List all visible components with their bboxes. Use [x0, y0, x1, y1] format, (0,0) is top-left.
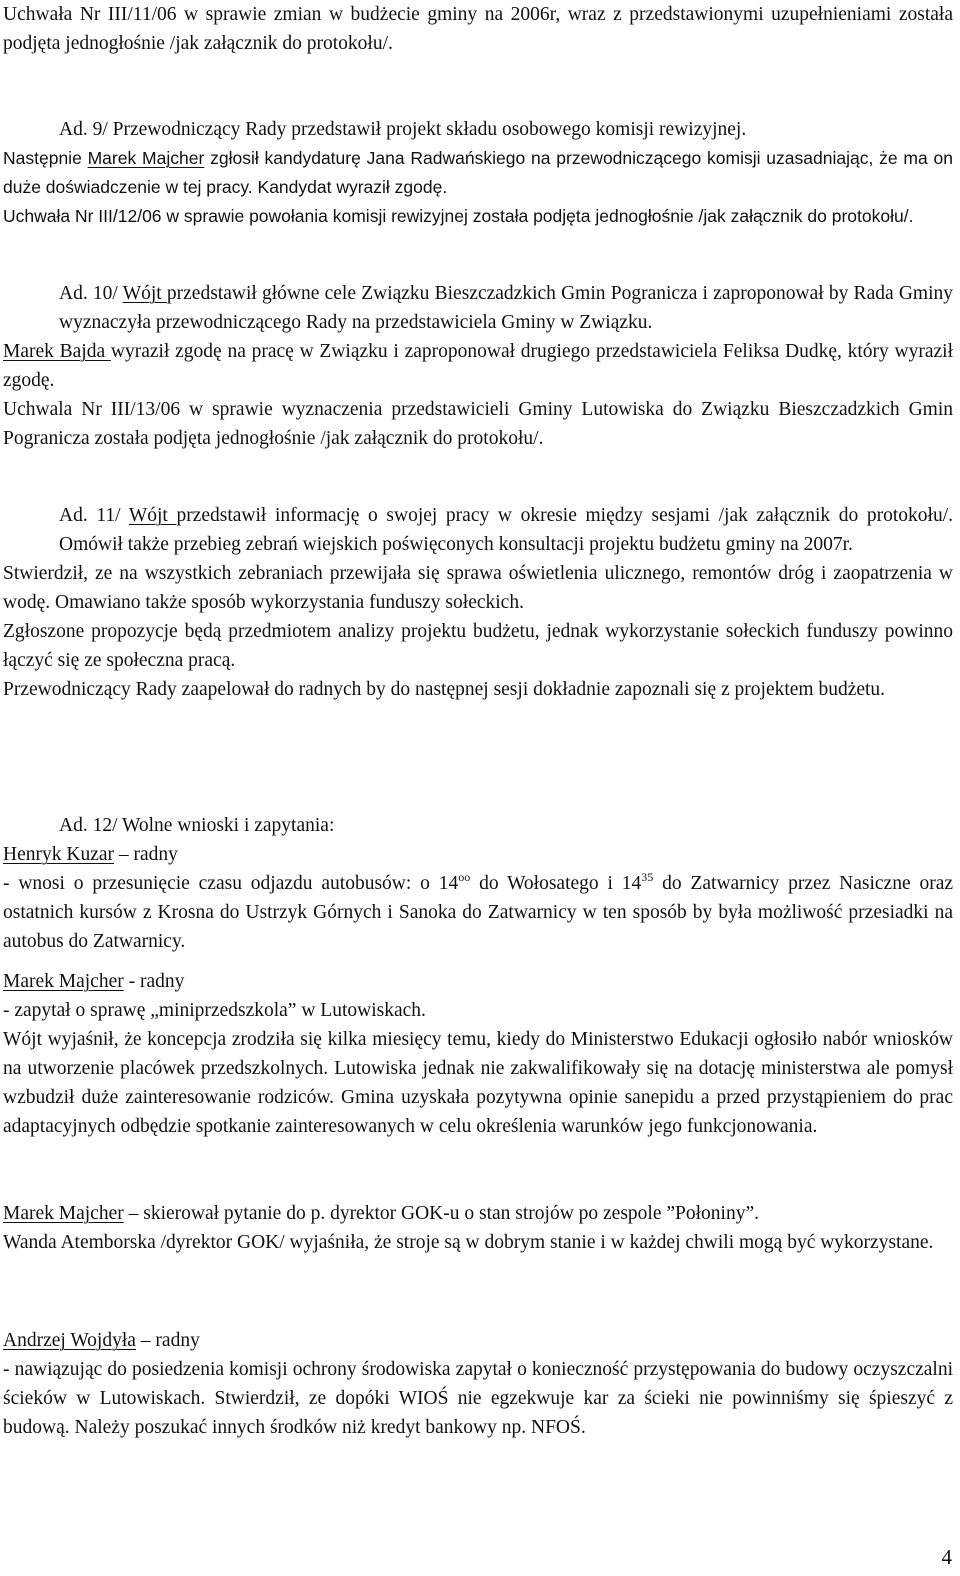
person-name: Wójt	[122, 283, 167, 304]
person-name: Marek Majcher	[3, 971, 124, 992]
paragraph-przewodniczacy: Przewodniczący Rady zaapelował do radnych by do następnej sesji dokładnie zapoznali się z projektem budżetu.	[3, 679, 886, 700]
paragraph-kuzar-request: - wnosi o przesunięcie czasu odjazdu autobusów: o $14^{oo}$ do Wołosatego i $14^{35}$ do Zatwarnicy przez Nasiczne oraz ostatnich kursów z Krosna do Ustrzyk Górnych i Sanoka do Zatwarnicy w ten sposób by była możliwość przesiadki na autobus do Zatwarnicy.	[3, 870, 953, 952]
entry-majcher-2	[3, 1199, 953, 1257]
person-name: Marek Majcher	[3, 1203, 124, 1224]
paragraph-wojt-answer: Wójt wyjaśnił, że koncepcja zrodziła się kilka miesięcy temu, kiedy do Ministerstwo Edukacji ogłosiło nabór wniosków na utworzenie placówek przedszkolnych. Lutowiska jednak nie zakwalifikowały się na dotację ministerstwa ale pomysł wzbudził duże zainteresowanie rodziców. Gmina uzyskała pozytywna opinie sanepidu a przed przystąpieniem do prac adaptacyjnych odbędzie spotkanie zainteresowanych w celu określenia warunków jego funkcjonowania.	[3, 1029, 953, 1137]
paragraph-majcher-gok: Marek Majcher – skierował pytanie do p. dyrektor GOK-u o stan strojów po zespole ”Połoniny”.	[3, 1203, 759, 1224]
section-heading: Ad. 9/ Przewodniczący Rady przedstawił projekt składu osobowego komisji rewizyjnej.	[59, 119, 747, 140]
entry-wojdyla	[3, 1326, 953, 1442]
paragraph-text: Uchwała Nr III/11/06 w sprawie zmian w budżecie gminy na 2006r, wraz z przedstawionymi uzupełnieniami została podjęta jednogłośnie /jak załącznik do protokołu/.	[3, 4, 953, 54]
paragraph-majcher-proposal: Następnie Marek Majcher zgłosił kandydaturę Jana Radwańskiego na przewodniczącego komisji uzasadniając, że ma on duże doświadczenie w tej pracy. Kandydat wyraził zgodę.	[3, 148, 953, 197]
paragraph-stwierdzil: Stwierdził, ze na wszystkich zebraniach przewijała się sprawa oświetlenia ulicznego, remontów dróg i zaopatrzenia w wodę. Omawiano także sposób wykorzystania funduszy sołeckich.	[3, 563, 953, 613]
paragraph-wojdyla-question: - nawiązując do posiedzenia komisji ochrony środowiska zapytał o konieczność przystępowania do budowy oczyszczalni ścieków w Lutowiskach. Stwierdził, ze dopóki WIOŚ nie egzekwuje kar za ścieki nie powinniśmy się śpieszyć z budową. Należy poszukać innych środków niż kredyt bankowy np. NFOŚ.	[3, 1359, 953, 1438]
speaker-line: Andrzej Wojdyła – radny	[3, 1330, 200, 1351]
paragraph-propozycje: Zgłoszone propozycje będą przedmiotem analizy projektu budżetu, jednak wykorzystanie sołeckich funduszy powinno łączyć się ze społeczna pracą.	[3, 621, 953, 671]
paragraph-uchwala-11	[3, 0, 953, 58]
person-name: Marek Bajda	[3, 341, 111, 362]
person-name: Wójt	[128, 505, 177, 526]
paragraph-uchwala-12: Uchwała Nr III/12/06 w sprawie powołania komisji rewizyjnej została podjęta jednogłośnie /jak załącznik do protokołu/.	[3, 206, 914, 226]
person-name: Andrzej Wojdyła	[3, 1330, 136, 1351]
page-number: 4	[941, 1545, 952, 1569]
paragraph-bajda: Marek Bajda wyraził zgodę na pracę w Związku i zaproponował drugiego przedstawiciela Feliksa Dudkę, który wyraził zgodę.	[3, 341, 953, 391]
person-name: Marek Majcher	[87, 148, 205, 168]
speaker-line: Henryk Kuzar – radny	[3, 844, 178, 865]
paragraph-atemborska: Wanda Atemborska /dyrektor GOK/ wyjaśniła, że stroje są w dobrym stanie i w każdej chwili mogą być wykorzystane.	[3, 1232, 934, 1253]
paragraph-majcher-question: - zapytał o sprawę „miniprzedszkola” w Lutowiskach.	[3, 1000, 426, 1021]
paragraph-uchwala-13: Uchwala Nr III/13/06 w sprawie wyznaczenia przedstawicieli Gminy Lutowiska do Związku Bieszczadzkich Gmin Pogranicza została podjęta jednogłośnie /jak załącznik do protokołu/.	[3, 399, 953, 449]
section-ad-12	[3, 811, 953, 956]
section-ad-11	[3, 501, 953, 704]
entry-majcher-1	[3, 967, 953, 1141]
entry-kuzar	[3, 840, 953, 956]
section-ad-10	[3, 279, 953, 453]
speaker-line: Marek Majcher - radny	[3, 971, 185, 992]
person-name: Henryk Kuzar	[3, 844, 114, 865]
paragraph-wojt-informacja: Ad. 11/ Wójt przedstawił informację o swojej pracy w okresie między sesjami /jak załącznik do protokołu/. Omówił także przebieg zebrań wiejskich poświęconych konsultacji projektu budżetu gminy na 2007r.	[59, 505, 953, 555]
section-ad-9	[3, 115, 953, 231]
paragraph-wojt-cele: Ad. 10/ Wójt przedstawił główne cele Związku Bieszczadzkich Gmin Pogranicza i zaproponował by Rada Gminy wyznaczyła przewodniczącego Rady na przedstawiciela Gminy w Związku.	[59, 283, 954, 333]
section-heading: Ad. 12/ Wolne wnioski i zapytania:	[59, 815, 335, 836]
